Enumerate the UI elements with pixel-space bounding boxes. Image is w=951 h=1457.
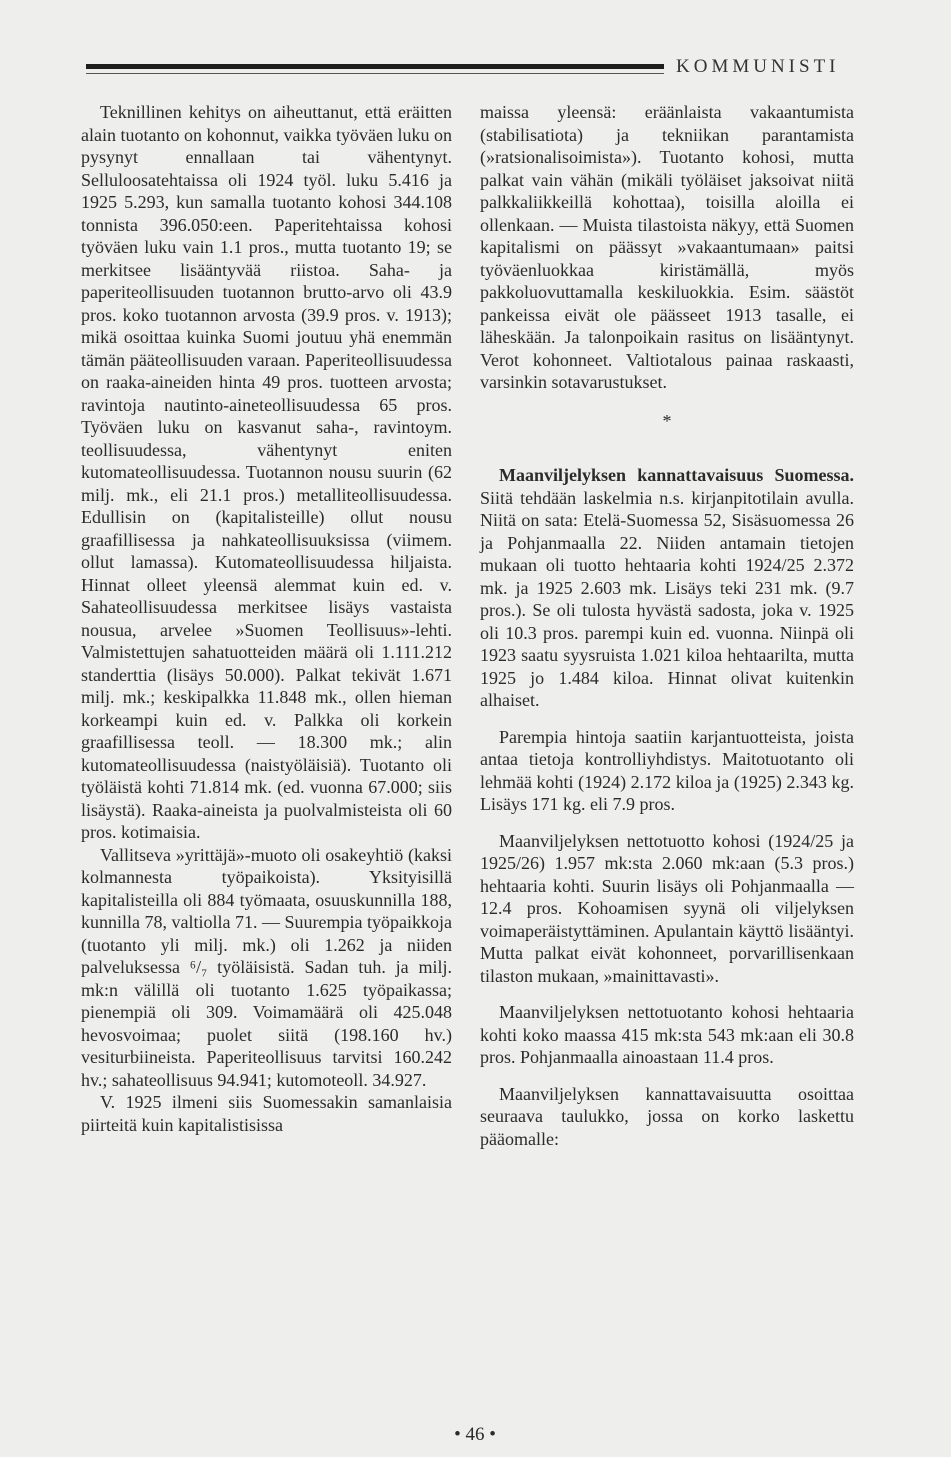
left-paragraph-2: Vallitseva »yrittäjä»-muoto oli osakeyhtiö (kaksi kolmannesta työpaikoista). Yksityisillä kapitalisteilla oli 884 työmaata, osuuskunnilla 188, kunnilla 78, valtiolla 71. — Suurempia työpaikkoja (tuotanto yli milj. mk.) oli 1.262 ja niiden palveluksessa ⁶/₇ työläisistä. Sadan tuh. ja milj. mk:n välillä oli tuotanto 1.625 työpaikassa; pienempiä oli 309. Voimamäärä oli 425.048 hevosvoimaa; puolet siitä (198.160 hv.) vesiturbiineista. Paperiteollisuus tarvitsi 160.242 hv.; sahateollisuus 94.941; kutomoteoll. 34.927.: [81, 844, 452, 1090]
page-number-value: 46: [465, 1424, 485, 1445]
right-paragraph-3: Parempia hintoja saatiin karjantuotteista, joista antaa tietoja kontrolliyhdistys. Maitotuotanto oli lehmää kohti (1924) 2.172 kiloa ja (1925) 2.343 kg. Lisäys 171 kg. eli 7.9 pros.: [480, 726, 854, 814]
header-rule: [86, 64, 664, 69]
running-title: KOMMUNISTI: [676, 56, 840, 77]
left-paragraph-1: Teknillinen kehitys on aiheuttanut, että eräitten alain tuotanto on kohonnut, vaikka työväen luku on pysynyt ennallaan tai vähentynyt. Selluloosatehtaissa oli 1924 työl. luku 5.416 ja 1925 5.293, kun samalla tuotanto kohosi 344.108 tonnista 396.050:een. Paperitehtaissa kohosi työväen luku vain 1.1 pros., mutta tuotanto 19; se merkitsee lisääntyvää riistoa. Saha- ja paperiteollisuuden tuotannon brutto-arvo oli 43.9 pros. koko tuotannon arvosta (39.9 pros. v. 1913); mikä osoittaa kuinka Suomi joutuu yhä enemmän tämän pääteollisuuden varaan. Paperiteollisuudessa on raaka-aineiden hinta 49 pros. tuotteen arvosta; ravintoja nautinto-aineteollisuudessa 65 pros. Työväen luku on kasvanut saha-, ravintoym. teollisuudessa, vähentynyt eniten kutomateollisuudessa. Tuotannon nousu suurin (62 milj. mk., eli 21.1 pros.) metalliteollisuudessa. Edullisin on (kapitalisteille) ollut nousu graafillisessa ja nahkateollisuuksissa (viimem. ollut lamassa). Kutomateollisuudessa hiljaista. Hinnat olleet yleensä alemmat kuin ed. v. Sahateollisuudessa merkitsee lisäys vastaista nousua, arvelee »Suomen Teollisuus»-lehti. Valmistettujen sahatuotteiden määrä oli 1.111.212 standerttia (lisäys 50.000). Palkat tekivät 1.671 milj. mk.; keskipalkka 11.848 mk., ollen hieman korkeampi kuin ed. v. Palkka oli korkein graafillisessa teoll. — 18.300 mk.; alin kutomateollisuudessa (naistyöläisiä). Tuotanto oli työläistä kohti 71.814 mk. (ed. vuonna 67.000; siis lisäystä). Raaka-aineista ja puolvalmisteista oli 60 pros. kotimaisia.: [81, 102, 452, 842]
header-rule-thin: [86, 73, 664, 74]
right-paragraph-4: Maanviljelyksen nettotuotto kohosi (1924/25 ja 1925/26) 1.957 mk:sta 2.060 mk:aan (5.3 pros.) hehtaaria kohti. Suurin lisäys oli Pohjanmaalla — 12.4 pros. Kohoamisen syynä oli viljelyksen voimaperäistyttäminen. Apulantain käyttö lisääntyi. Mutta palkat eivät kohonneet, porvarillisenkaan tilaston mukaan, »mainittavasti».: [480, 830, 854, 986]
section-heading: Maanviljelyksen kannattavaisuus Suomessa.: [499, 465, 854, 485]
right-paragraph-2: [480, 464, 854, 712]
right-paragraph-5: Maanviljelyksen nettotuotanto kohosi hehtaaria kohti koko maassa 415 mk:sta 543 mk:aan eli 30.8 pros. Pohjanmaalla ainoastaan 11.4 pros.: [480, 1002, 854, 1067]
left-paragraph-3: V. 1925 ilmeni siis Suomessakin samanlaisia piirteitä kuin kapitalistisissa: [81, 1092, 452, 1135]
section-body: Siitä tehdään laskelmia n.s. kirjanpitotilain avulla. Niitä on sata: Etelä-Suomessa 52, Sisäsuomessa 26 ja Pohjanmaalla 22. Niiden antamain tietojen mukaan oli tuotto hehtaaria kohti 1924/25 2.372 mk. ja 1925 2.603 mk. Lisäys teki 231 mk. (9.7 pros.). Se oli tulosta hyvästä sadosta, joka v. 1925 oli 10.3 pros. parempi kuin ed. vuonna. Niinpä oli 1923 saatu syysruista 1.021 kiloa hehtaarilta, mutta 1925 jo 1.484 kiloa. Hinnat olivat kuitenkin alhaiset.: [480, 487, 854, 710]
section-separator-icon: *: [662, 410, 672, 431]
right-paragraph-6: Maanviljelyksen kannattavaisuutta osoittaa seuraava taulukko, jossa on korko laskettu pääomalle:: [480, 1083, 854, 1149]
right-paragraph-1: maissa yleensä: eräänlaista vakaantumista (stabilisatiota) ja tekniikan parantamista (»ratsionalisoimista»). Tuotanto kohosi, mutta palkat vain vähän (mikäli työläiset jaksoivat niitä palkkaliikkeillä kohottaa), toisilla aloilla ei ollenkaan. — Muista tilastoista näkyy, että Suomen kapitalismi on päässyt »vakaantumaan» paitsi työväenluokkaa kiristämällä, myös pakkoluovuttamalla keskiluokkia. Esim. säästöt pankeissa eivät ole päässeet 1913 tasalle, ei läheskään. Ja talonpoikain rasitus on lisääntynyt. Verot kohonneet. Valtiotalous painaa raskaasti, varsinkin sotavarustukset.: [480, 102, 854, 392]
page-number: • 46 •: [454, 1424, 496, 1445]
right-column: [480, 101, 854, 1150]
left-column: [81, 101, 452, 1136]
